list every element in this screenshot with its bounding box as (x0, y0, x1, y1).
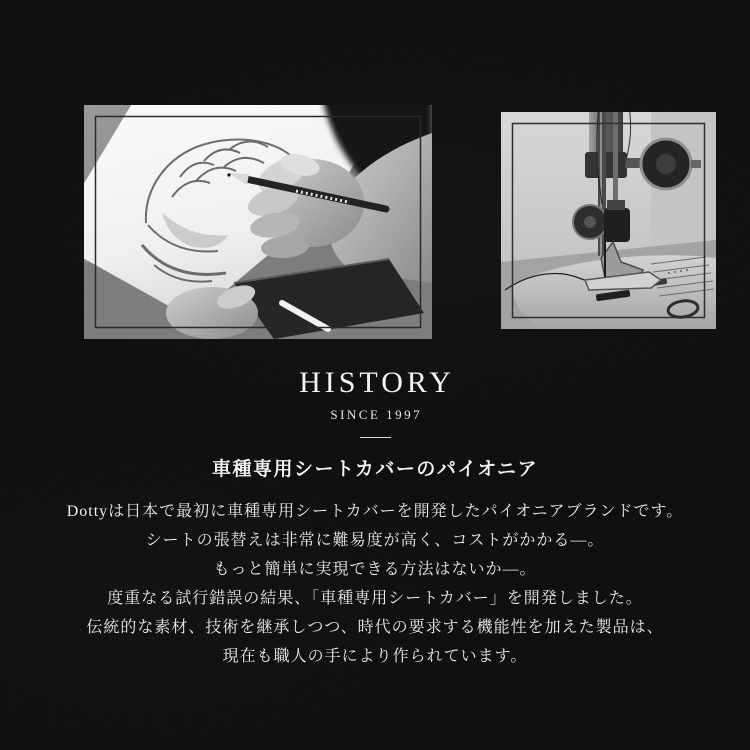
sewing-photo-art (501, 112, 716, 329)
paragraph-line: 伝統的な素材、技術を継承しつつ、時代の要求する機能性を加えた製品は、 (86, 618, 664, 636)
since-subtitle: SINCE 1997 (330, 407, 423, 422)
divider-line (360, 437, 391, 438)
pioneer-heading: 車種専用シートカバーのパイオニア (211, 459, 539, 480)
seat-design-sketching-photo (84, 105, 432, 339)
sketching-photo-art (84, 105, 432, 339)
paragraph-line: シートの張替えは非常に難易度が高く、コストがかかる―。 (145, 531, 605, 549)
paragraph-line: もっと簡単に実現できる方法はないか―。 (213, 560, 537, 578)
sewing-machine-photo (501, 112, 716, 329)
paragraph-line: Dottyは日本で最初に車種専用シートカバーを開発したパイオニアブランドです。 (66, 502, 684, 520)
history-title: HISTORY (299, 366, 455, 399)
history-text-block (0, 360, 750, 671)
paragraph-line: 現在も職人の手により作られています。 (222, 647, 528, 665)
history-paragraph (0, 497, 750, 671)
paragraph-line: 度重なる試行錯誤の結果、「車種専用シートカバー」を開発しました。 (107, 589, 643, 607)
